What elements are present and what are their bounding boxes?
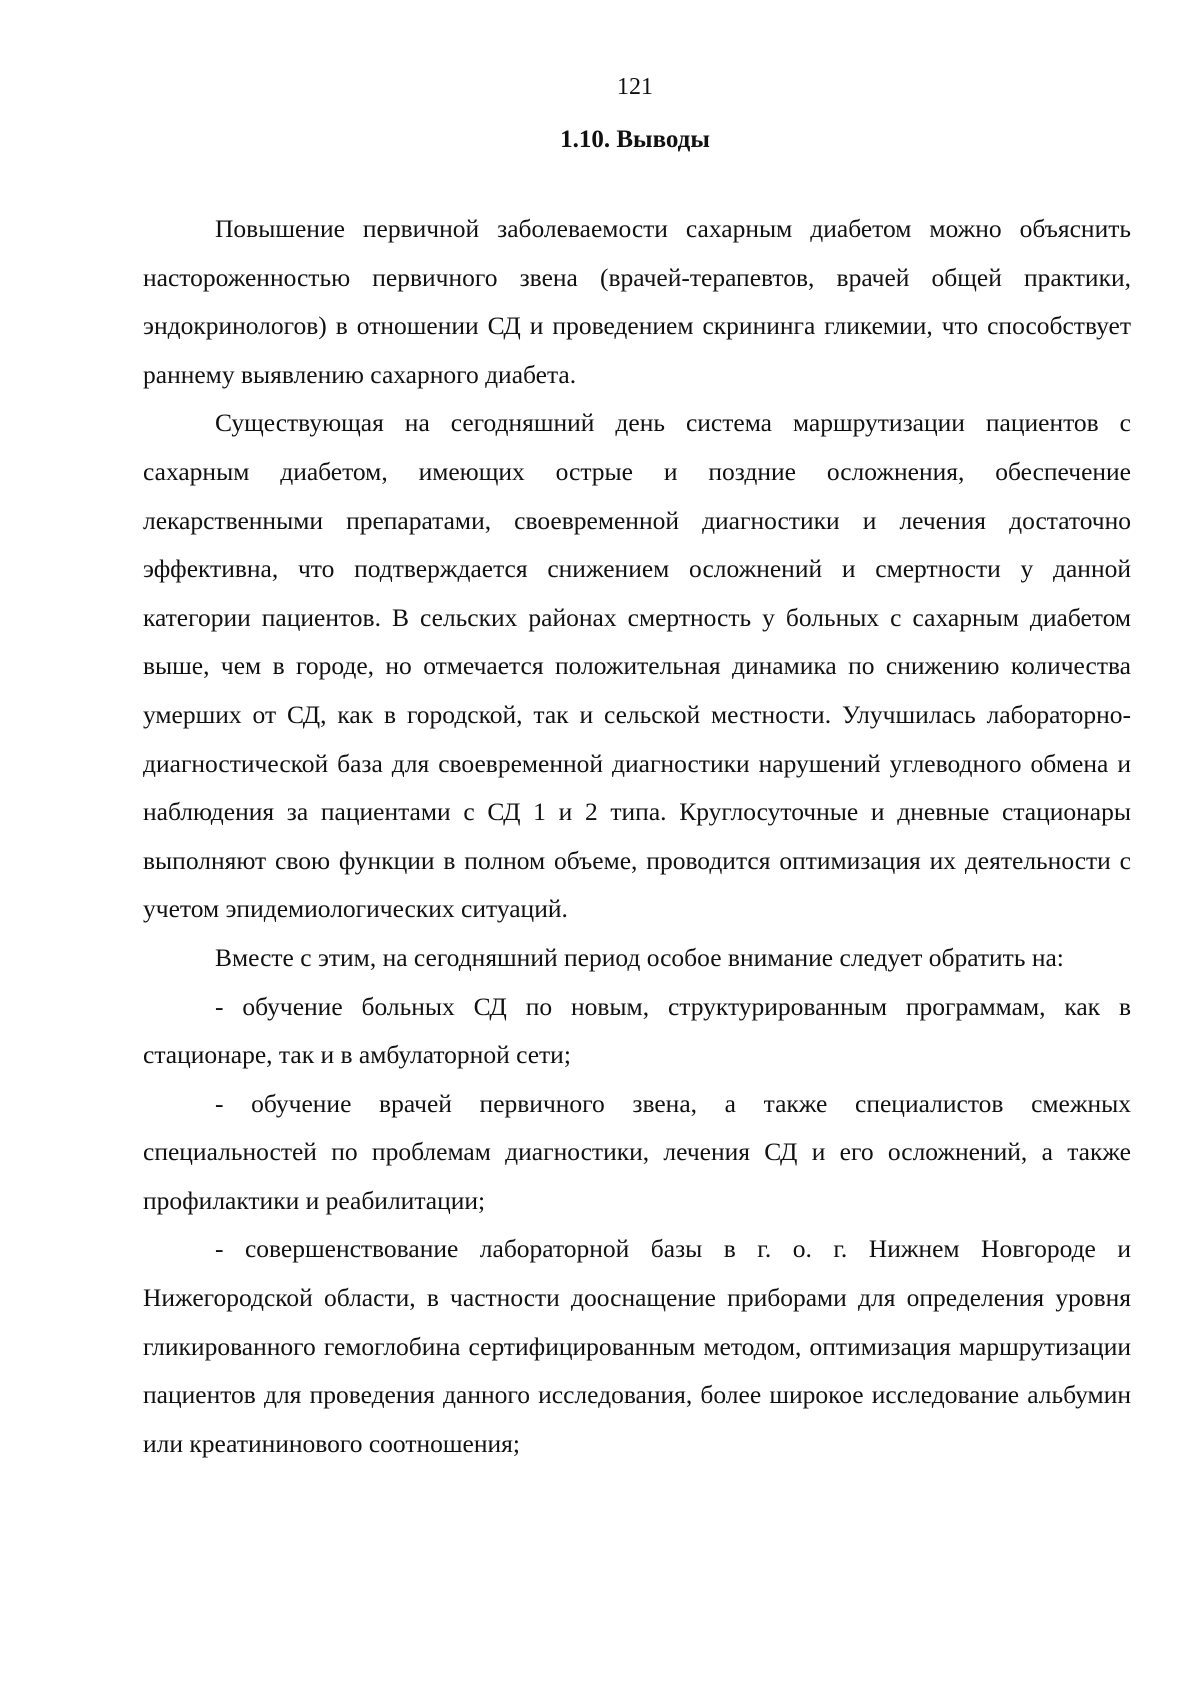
body-text <box>143 205 1131 1468</box>
list-item-laboratory-improvement: - совершенствование лабораторной базы в г. о. г. Нижнем Новгороде и Нижегородской области, в частности дооснащение приборами для определения уровня гликированного гемоглобина сертифицированным методом, оптимизация маршрутизации пациентов для проведения данного исследования, более широкое исследование альбумин или креатининового соотношения; <box>143 1234 1131 1458</box>
paragraph-attention: Вместе с этим, на сегодняшний период особое внимание следует обратить на: <box>215 942 1064 972</box>
section-title: 1.10. Выводы <box>560 126 710 153</box>
paragraph-incidence: Повышение первичной заболеваемости сахарным диабетом можно объяснить настороженностью первичного звена (врачей-терапевтов, врачей общей практики, эндокринологов) в отношении СД и проведением скрининга гликемии, что способствует раннему выявлению сахарного диабета. <box>143 214 1131 389</box>
list-item-patient-education: - обучение больных СД по новым, структурированным программам, как в стационаре, так и в амбулаторной сети; <box>143 991 1131 1070</box>
list-item-doctor-education: - обучение врачей первичного звена, а также специалистов смежных специальностей по проблемам диагностики, лечения СД и его осложнений, а также профилактики и реабилитации; <box>143 1088 1131 1215</box>
page-number: 121 <box>617 74 653 100</box>
paragraph-routing-system: Существующая на сегодняшний день система маршрутизации пациентов с сахарным диабетом, имеющих острые и поздние осложнения, обеспечение лекарственными препаратами, своевременной диагностики и лечения достаточно эффективна, что подтверждается снижением осложнений и смертности у данной категории пациентов. В сельских районах смертность у больных с сахарным диабетом выше, чем в городе, но отмечается положительная динамика по снижению количества умерших от СД, как в городской, так и сельской местности. Улучшилась лабораторно-диагностической база для своевременной диагностики нарушений углеводного обмена и наблюдения за пациентами с СД 1 и 2 типа. Круглосуточные и дневные стационары выполняют свою функции в полном объеме, проводится оптимизация их деятельности с учетом эпидемиологических ситуаций. <box>143 408 1131 924</box>
